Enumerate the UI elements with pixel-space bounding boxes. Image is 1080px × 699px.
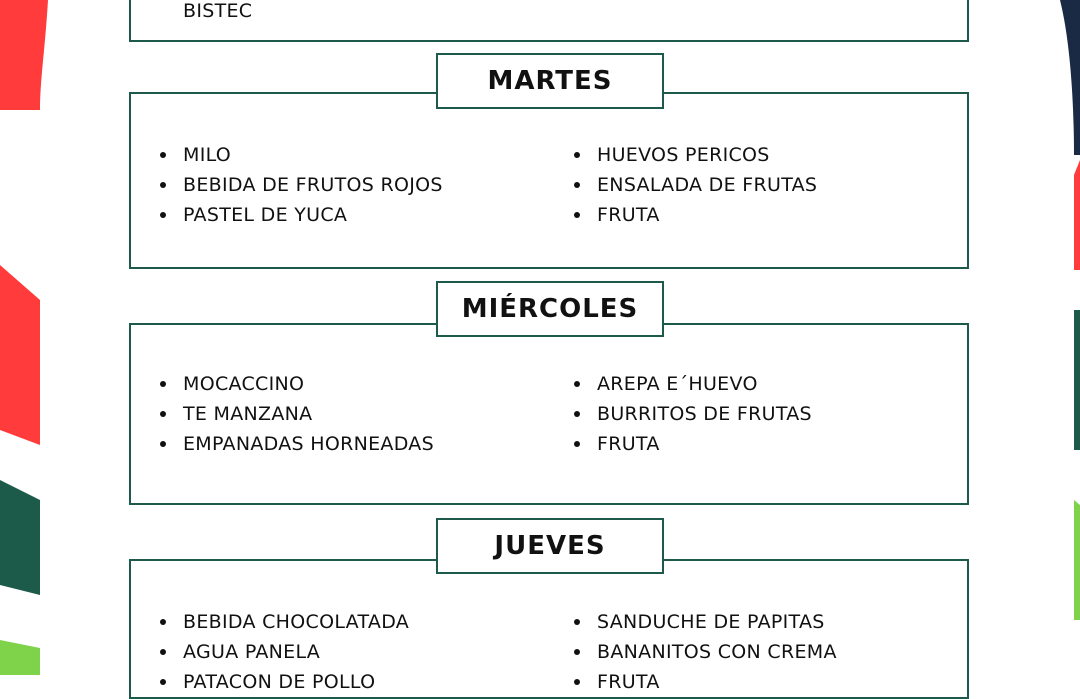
light-green-shape-left [0,640,40,675]
menu-item: MILO [183,140,443,170]
red-shape-mid-left [0,265,40,445]
panel-previous-day [129,0,969,42]
menu-item: BEBIDA CHOCOLATADA [183,607,409,637]
menu-item: HUEVOS PERICOS [597,140,817,170]
menu-item: AREPA E´HUEVO [597,369,812,399]
menu-list-right [597,607,837,697]
menu-item: EMPANADAS HORNEADAS [183,429,434,459]
panel-miercoles [129,323,969,505]
menu-item: BANANITOS CON CREMA [597,637,837,667]
menu-item: FRUTA [597,667,837,697]
menu-item: ENSALADA DE FRUTAS [597,170,817,200]
menu-item: BEBIDA DE FRUTOS ROJOS [183,170,443,200]
menu-list-left [183,607,409,697]
menu-item: PATACON DE POLLO [183,667,409,697]
menu-item: PASTEL DE YUCA [183,200,443,230]
menu-item: FRUTA [597,429,812,459]
red-shape-right [1074,160,1080,270]
menu-list-left [183,369,434,459]
menu-item: AGUA PANELA [183,637,409,667]
menu-item: SANDUCHE DE PAPITAS [597,607,837,637]
menu-item: FRUTA [597,200,817,230]
menu-list-left [183,140,443,230]
menu-item: BISTEC [183,0,253,22]
red-shape-top-left [0,0,48,110]
menu-list-right [597,369,812,459]
menu-item: BURRITOS DE FRUTAS [597,399,812,429]
green-shape-right [1074,310,1080,450]
menu-item: MOCACCINO [183,369,434,399]
light-green-shape-right [1074,500,1080,620]
panel-jueves [129,559,969,699]
day-heading-miercoles: MIÉRCOLES [436,281,664,337]
day-heading-jueves: JUEVES [436,518,664,574]
day-heading-martes: MARTES [436,53,664,109]
menu-item: TE MANZANA [183,399,434,429]
navy-shape-top-right [1060,0,1080,155]
green-shape-left [0,480,40,595]
panel-martes [129,92,969,269]
menu-list-right [597,140,817,230]
